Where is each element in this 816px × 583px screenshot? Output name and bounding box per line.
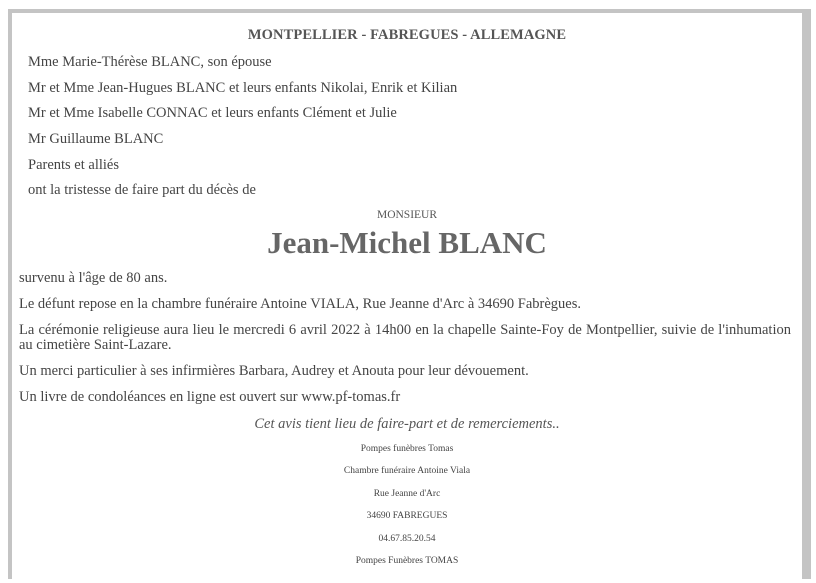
age-paragraph: survenu à l'âge de 80 ans. — [19, 270, 168, 286]
thanks-paragraph: Un merci particulier à ses infirmières Barbara, Audrey et Anouta pour leur dévouement. — [19, 363, 529, 379]
family-member-line: Mr et Mme Isabelle CONNAC et leurs enfants Clément et Julie — [28, 105, 397, 121]
deceased-name: Jean-Michel BLANC — [267, 225, 547, 260]
funeral-home-line: Pompes funèbres Tomas — [360, 444, 454, 454]
obituary-notice — [8, 9, 811, 579]
family-member-line: Mme Marie-Thérèse BLANC, son épouse — [28, 54, 272, 70]
funeral-home-line: Chambre funéraire Antoine Viala — [343, 466, 471, 476]
family-member-line: Mr Guillaume BLANC — [28, 131, 164, 147]
funeral-home-line: 34690 FABREGUES — [366, 511, 448, 521]
family-member-line: Parents et alliés — [28, 157, 120, 173]
family-member-line: Mr et Mme Jean-Hugues BLANC et leurs enfants Nikolai, Enrik et Kilian — [28, 80, 458, 96]
announcement-line: ont la tristesse de faire part du décès de — [28, 182, 256, 198]
funeral-home-line: Pompes Funèbres TOMAS — [355, 556, 459, 566]
deceased-title: MONSIEUR — [376, 209, 438, 221]
closing-note: Cet avis tient lieu de faire-part et de remerciements.. — [254, 416, 560, 432]
funeral-home-phone: 04.67.85.20.54 — [378, 534, 436, 544]
repose-paragraph: Le défunt repose en la chambre funéraire Antoine VIALA, Rue Jeanne d'Arc à 34690 Fabrègues. — [19, 296, 582, 312]
location-header: MONTPELLIER - FABREGUES - ALLEMAGNE — [247, 27, 567, 43]
ceremony-paragraph: La cérémonie religieuse aura lieu le mercredi 6 avril 2022 à 14h00 en la chapelle Sainte-Foy de Montpellier, suivie de l'inhumation au cimetière Saint-Lazare. — [19, 322, 791, 353]
condolences-paragraph: Un livre de condoléances en ligne est ouvert sur www.pf-tomas.fr — [19, 389, 401, 405]
funeral-home-line: Rue Jeanne d'Arc — [373, 489, 441, 499]
